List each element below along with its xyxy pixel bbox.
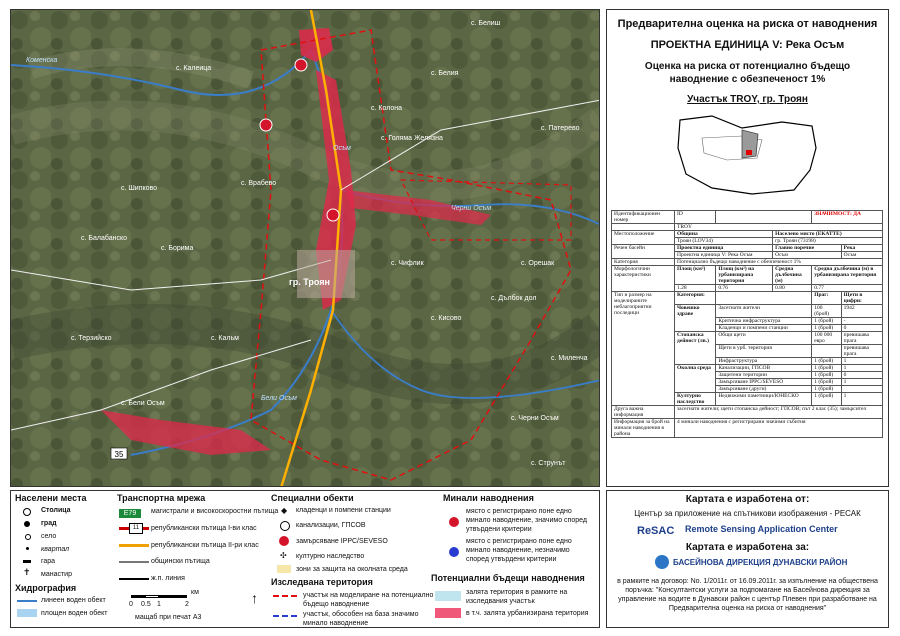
table-cell: Засегнати жители <box>716 305 812 318</box>
table-cell: Осъм <box>841 252 882 259</box>
legend-label: републикански пътища I-ви клас <box>151 525 257 532</box>
table-cell: Канализации, ГПСОВ <box>716 365 812 372</box>
section-marker <box>746 150 752 155</box>
contract-text: в рамките на договор: No. 1/2011г. от 16.09.2011г. за изпълнение на обществена поръчка: "Консултантски услуги за подпомагане на Басейнова дирекция за управление на водите в Дунавски район с център Плевен при разработване на Предварителна оценка на риска от наводнения" <box>617 578 878 612</box>
resac-name: Remote Sensing Application Center <box>685 524 838 534</box>
quarter-icon <box>26 547 29 550</box>
table-cell: Река <box>841 245 882 252</box>
table-cell: засегнати жители; щети стопанска дейност; ГПСОВ; път 2 клас (35); замърсител <box>675 406 883 419</box>
place-label: с. Терзийско <box>71 335 112 342</box>
significance-cell: ЗНАЧИМОСТ: ДА <box>812 211 883 224</box>
table-cell: Площ (км²) <box>675 266 716 285</box>
station-icon <box>23 560 31 563</box>
table-cell: Идентификационен номер <box>612 211 675 224</box>
table-cell: 1 (брой) <box>812 325 841 332</box>
table-cell: Категория: <box>675 292 716 305</box>
table-cell <box>841 386 882 393</box>
place-label: с. Калеица <box>176 65 212 72</box>
place-label: с. Врабево <box>241 180 277 187</box>
place-label: с. Чифлик <box>391 260 424 267</box>
table-cell: Проектна единица <box>675 245 773 252</box>
legend-label: в т.ч. залята урбанизирана територия <box>466 610 589 617</box>
table-cell: 1 (брой) <box>812 393 841 406</box>
table-cell: Праг: <box>812 292 841 305</box>
flooded-area-icon <box>435 591 461 601</box>
table-cell: Речен басейн <box>612 245 675 259</box>
table-cell: Осъм <box>773 252 842 259</box>
table-cell: Средна дълбочина (м) <box>773 266 812 285</box>
river-label: Коменска <box>26 57 58 64</box>
table-cell: Щети в урб. територия <box>716 345 812 358</box>
sewer-icon <box>280 521 290 531</box>
legend-label: зони за защита на околната среда <box>296 566 408 573</box>
table-cell: 100 (брой) <box>812 305 841 318</box>
past-flood-marker[interactable] <box>327 209 339 221</box>
table-cell: 0 <box>841 372 882 379</box>
well-icon: ◆ <box>281 506 288 515</box>
legend-label: линеен воден обект <box>41 597 106 604</box>
table-cell: Проектна единица V: Река Осъм <box>675 252 773 259</box>
municipal-road-icon <box>119 561 149 563</box>
table-cell: 100 000 евро <box>812 332 841 345</box>
table-cell: Критична инфраструктура <box>716 318 812 325</box>
legend-label: Столица <box>41 507 71 514</box>
table-cell: - <box>841 318 882 325</box>
table-cell: Общи щети <box>716 332 812 345</box>
table-cell: Замърсяване (други) <box>716 386 812 393</box>
road2-icon <box>119 544 149 547</box>
legend-studied-title: Изследвана територия <box>271 577 373 587</box>
scale-bar <box>131 595 187 598</box>
legend-label: културно наследство <box>296 553 365 560</box>
table-cell: Щети в цифри: <box>841 292 882 305</box>
table-cell: Община <box>675 231 773 238</box>
project-unit: ПРОЕКТНА ЕДИНИЦА V: Река Осъм <box>650 39 845 51</box>
place-label: с. Бели Осъм <box>121 400 165 407</box>
bdd-name: БАСЕЙНОВА ДИРЕКЦИЯ ДУНАВСКИ РАЙОН <box>673 558 848 567</box>
legend-past-title: Минали наводнения <box>443 493 534 503</box>
legend-label: град <box>41 520 57 527</box>
legend-label: място с регистрирано поне едно минало наводнение, значимо според утвърдени критерии <box>466 508 587 533</box>
section-label: Участък TROY, гр. Троян <box>687 94 808 105</box>
bdd-logo-icon <box>655 555 669 569</box>
table-cell: Потенциално бъдещо наводнение с обезпеченост 1% <box>675 259 883 266</box>
place-label: с. Черни Осъм <box>511 415 559 422</box>
legend-label: гара <box>41 558 56 565</box>
rail-icon <box>119 578 149 580</box>
legend-label: залята територия в рамките на изследвания участък <box>466 589 568 605</box>
legend-label: участък, обособен на база значимо минало наводнение <box>303 611 419 627</box>
attribute-table <box>611 210 883 438</box>
table-cell: 1 <box>841 393 882 406</box>
table-cell: TROY <box>675 224 883 231</box>
table-cell: 1 (брой) <box>812 318 841 325</box>
modelled-section-icon <box>273 595 297 597</box>
table-cell: Троян (LOV34) <box>675 238 773 245</box>
table-cell: Културно наследство <box>675 393 716 406</box>
satellite-map[interactable] <box>10 9 600 487</box>
place-label: с. Струнът <box>531 460 566 467</box>
table-cell: 4 минали наводнения с регистрирани значими събития <box>675 419 883 438</box>
table-cell: Инфраструктура <box>716 358 812 365</box>
past-section-icon <box>273 615 297 617</box>
legend-label: село <box>41 533 57 540</box>
place-label: с. Дълбок дол <box>491 295 537 302</box>
monastery-icon: ✝ <box>23 567 31 577</box>
table-cell: Информация за брой на минали наводнения в района <box>612 419 675 438</box>
legend-panel <box>10 490 600 628</box>
place-label: с. Белия <box>431 70 459 77</box>
legend-hydro-title: Хидрография <box>15 583 77 593</box>
table-cell: превишава прага <box>841 332 882 345</box>
table-cell: 1 (брой) <box>812 358 841 365</box>
legend-label: квартал <box>41 546 70 553</box>
table-cell: 1 (брой) <box>812 365 841 372</box>
table-cell: Недвижими паметници/ЮНЕСКО <box>716 393 812 406</box>
legend-label: ж.п. линия <box>151 575 185 582</box>
table-cell: 1 <box>841 358 882 365</box>
report-title: Предварителна оценка на риска от наводнения <box>617 18 878 30</box>
place-label: с. Кальм <box>211 335 239 342</box>
road1-badge: 11 <box>129 523 143 534</box>
place-label: с. Балабанско <box>81 235 127 242</box>
scale-tick: 0.5 <box>141 601 151 608</box>
capital-icon <box>23 508 31 516</box>
e-road-badge: E79 <box>119 509 141 518</box>
map-canvas <box>11 10 600 487</box>
village-icon <box>25 534 31 540</box>
ippc-icon <box>279 536 289 546</box>
legend-settlements-title: Населени места <box>15 493 87 503</box>
table-cell: Площ (км²) на урбанизирана територия <box>716 266 773 285</box>
legend-label: републикански пътища II-ри клас <box>151 542 259 549</box>
river-label: Черни Осъм <box>451 205 492 212</box>
place-label: с. Кисово <box>431 315 462 322</box>
scale-caption: мащаб при печат A3 <box>135 614 202 621</box>
river-label: Бели Осъм <box>261 395 297 402</box>
place-label: с. Борима <box>161 245 194 252</box>
place-label: с. Голяма Желязна <box>381 135 443 142</box>
table-cell: 1 (брой) <box>812 379 841 386</box>
table-cell: 1 (брой) <box>812 386 841 393</box>
table-cell: 0.80 <box>773 285 812 292</box>
info-panel <box>606 9 889 487</box>
table-cell: 1942 <box>841 305 882 318</box>
scale-tick: 2 <box>185 601 189 608</box>
made-by-title: Картата е изработена от: <box>685 494 810 505</box>
legend-future-title: Потенциални бъдещи наводнения <box>431 573 585 583</box>
town-troyan-area <box>297 250 355 298</box>
table-cell: Човешко здраве <box>675 305 716 332</box>
table-cell: Друга важна информация <box>612 406 675 419</box>
table-cell: гр. Троян (73198) <box>773 238 883 245</box>
legend-label: участък на моделиране на потенциално бъдещо наводнение <box>303 592 434 608</box>
table-cell: Местоположение <box>612 231 675 245</box>
table-cell: 1.28 <box>675 285 716 292</box>
resac-logo-text: ReSAC <box>637 525 675 537</box>
legend-transport-title: Транспортна мрежа <box>117 493 206 503</box>
place-label: с. Белиш <box>471 20 501 27</box>
legend-label: площен воден обект <box>41 610 108 617</box>
north-arrow-icon: ↑ <box>251 590 258 606</box>
legend-label: общински пътища <box>151 558 210 565</box>
credits-panel <box>606 490 889 628</box>
urban-flooded-icon <box>435 608 461 618</box>
place-label: с. Колона <box>371 105 403 112</box>
table-cell: Категория <box>612 259 675 266</box>
table-cell: Околна среда <box>675 365 716 393</box>
table-cell: Средна дълбочина (м) в урбанизирана територия <box>812 266 883 285</box>
legend-label: замърсяване IPPC/SEVESO <box>296 538 388 545</box>
area-water-icon <box>17 609 37 617</box>
table-cell: Населено място (ЕКАТТЕ) <box>773 231 883 238</box>
place-label: с. Миленча <box>551 355 588 362</box>
place-label: с. Патерево <box>541 125 580 132</box>
place-label: гр. Троян <box>289 277 330 287</box>
river-label: Осъм <box>333 145 351 152</box>
scale-tick: 1 <box>157 601 161 608</box>
town-icon <box>24 521 30 527</box>
table-cell: 1 <box>841 379 882 386</box>
table-cell: Главно поречие <box>773 245 842 252</box>
legend-special-title: Специални обекти <box>271 493 354 503</box>
place-label: с. Шипково <box>121 185 158 192</box>
legend-label: манастир <box>41 571 72 578</box>
heritage-icon: ✣ <box>280 551 287 560</box>
table-cell: Кладенци и помпени станции <box>716 325 812 332</box>
table-cell: Замърсяване IPPC/SEVESO <box>716 379 812 386</box>
table-cell: 0.77 <box>812 285 883 292</box>
table-cell: 0 <box>841 325 882 332</box>
made-by-text: Център за приложение на спътникови изображения - РЕСАК <box>634 509 861 518</box>
significant-flood-icon <box>449 517 459 527</box>
legend-label: място с регистрирано поне едно минало наводнение, незначимо според утвърдени критерии <box>466 538 572 563</box>
legend-label: канализации, ГПСОВ <box>296 522 366 529</box>
table-cell: Защитени територии <box>716 372 812 379</box>
legend-label: кладенци и помпени станции <box>296 507 391 514</box>
nonsignificant-flood-icon <box>449 547 459 557</box>
protected-zone-icon <box>277 565 291 573</box>
table-cell: 1 (брой) <box>812 372 841 379</box>
resac-logo <box>637 521 674 539</box>
table-cell: Морфологични характеристики <box>612 266 675 292</box>
legend-label: магистрали и високоскоростни пътища <box>151 508 279 515</box>
past-flood-marker[interactable] <box>295 59 307 71</box>
table-cell: 1 <box>841 365 882 372</box>
table-cell: Стопанска дейност (лв.) <box>675 332 716 365</box>
made-for-title: Картата е изработена за: <box>685 542 810 553</box>
scale-tick: 0 <box>129 601 133 608</box>
scale-unit: км <box>191 589 199 596</box>
linear-water-icon <box>17 600 37 602</box>
past-flood-marker[interactable] <box>260 119 272 131</box>
risk-subtitle: Оценка на риска от потенциално бъдещо наводнение с обезпеченост 1% <box>644 61 851 85</box>
table-cell: ID <box>675 211 716 224</box>
table-cell: 0.76 <box>716 285 773 292</box>
locator-map <box>672 108 822 200</box>
place-label: с. Орешак <box>521 260 555 267</box>
road-number-label: 35 <box>114 450 124 459</box>
table-cell <box>812 345 841 358</box>
table-cell: превишава прага <box>841 345 882 358</box>
table-cell: Тип и размер на моделираните неблагоприятни последици <box>612 292 675 406</box>
